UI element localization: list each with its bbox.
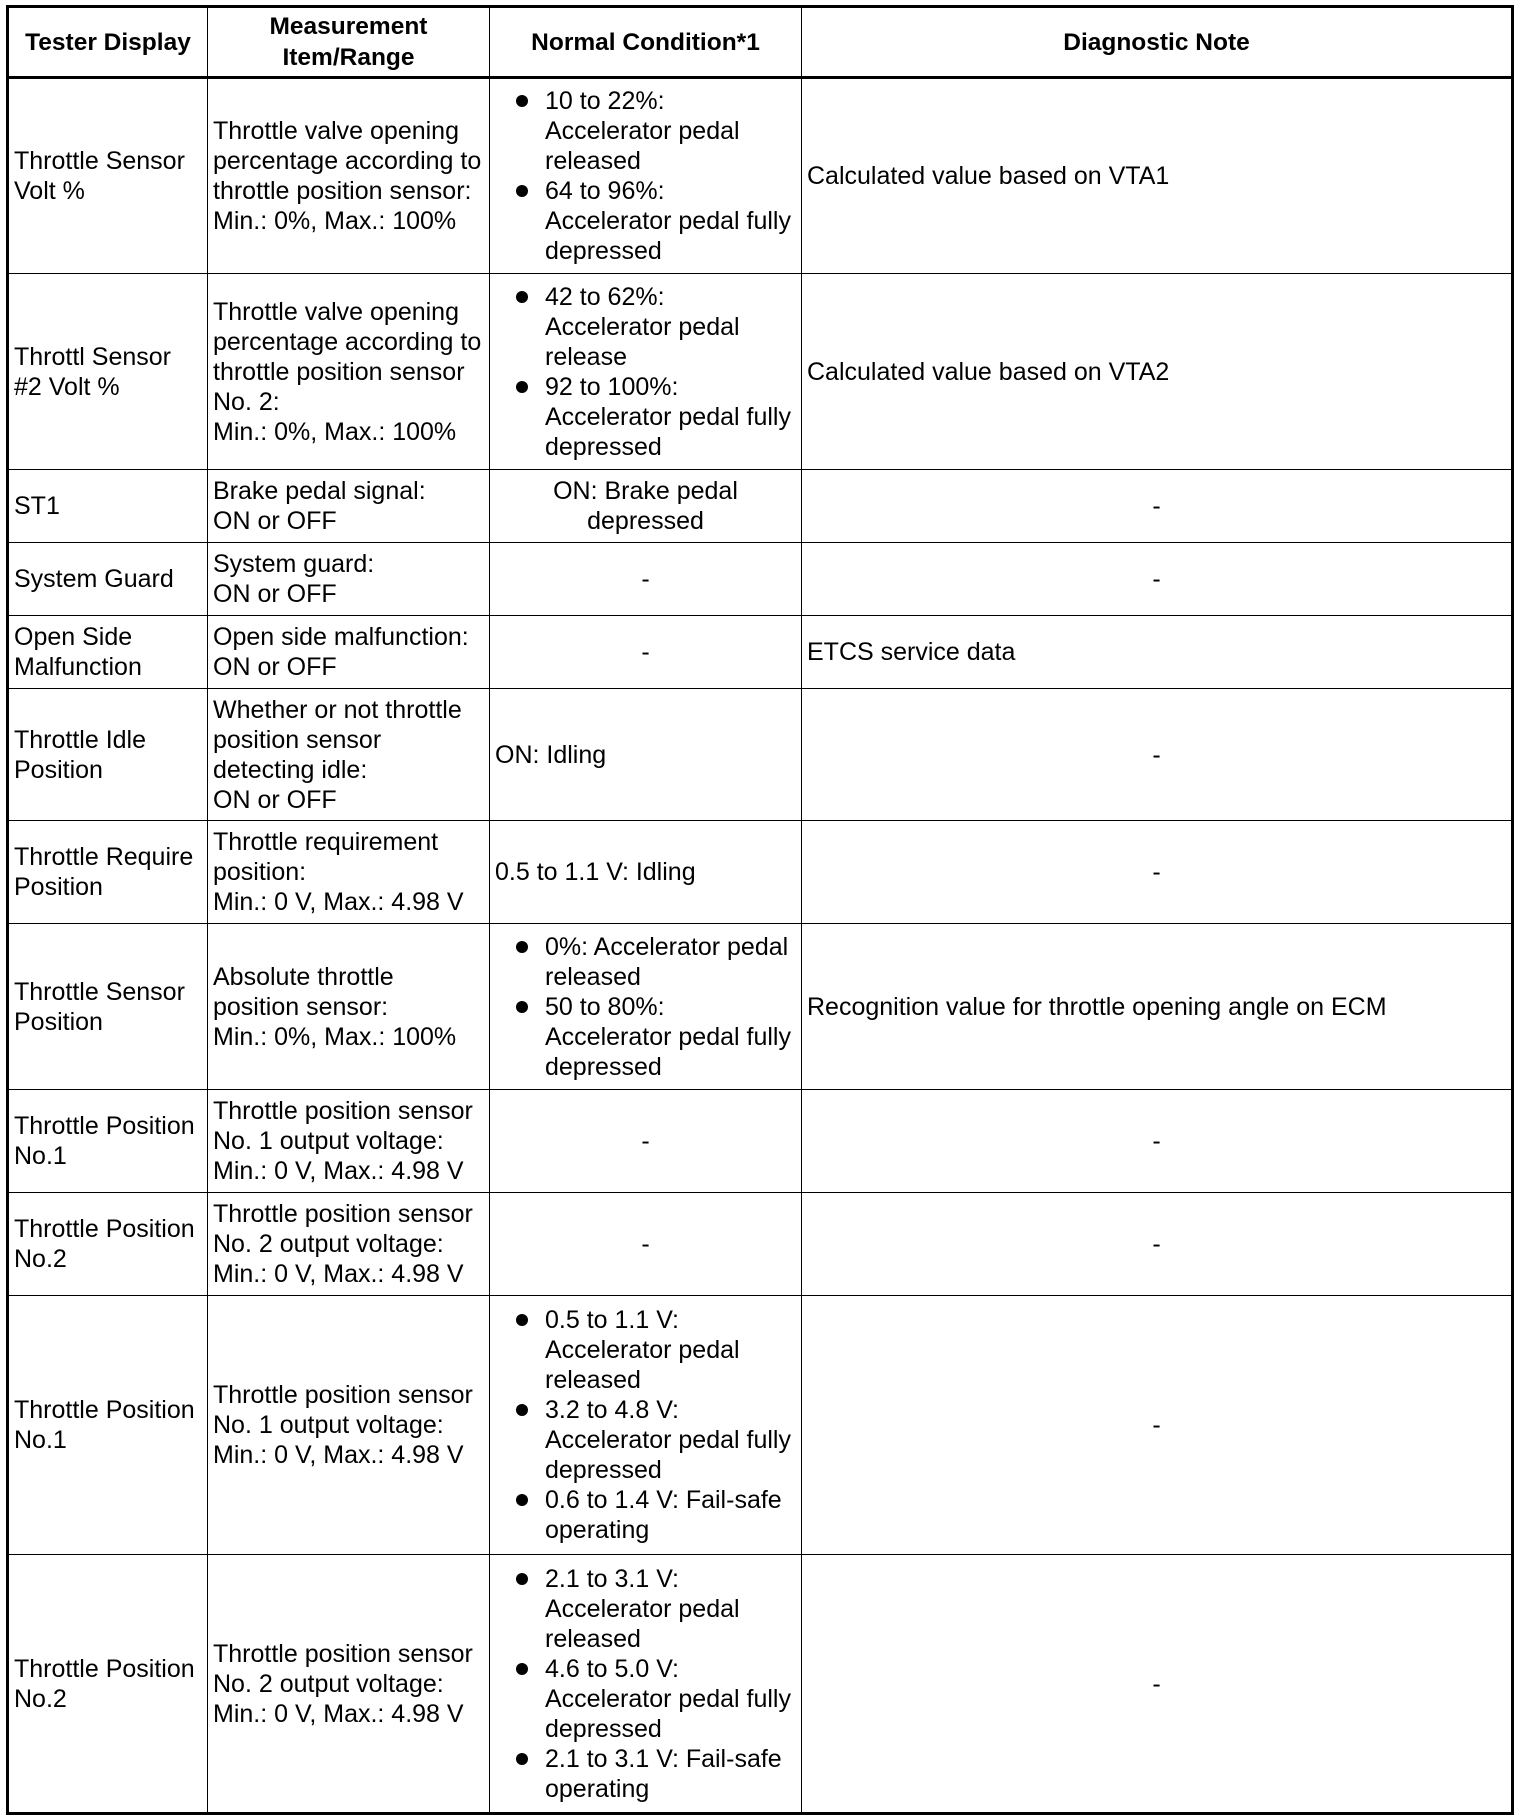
cell-diagnostic-note: - — [802, 1296, 1513, 1555]
condition-text: 3.2 to 4.8 V: Accelerator pedal fully depressed — [545, 1396, 791, 1484]
cell-tester-display: Throttl Sensor #2 Volt % — [8, 274, 208, 470]
header-diagnostic-note: Diagnostic Note — [802, 7, 1513, 78]
cell-measurement-item: Throttle position sensor No. 1 output voltage: Min.: 0 V, Max.: 4.98 V — [208, 1090, 490, 1193]
cell-tester-display: Throttle Require Position — [8, 821, 208, 924]
bullet-icon — [516, 1494, 528, 1506]
condition-text: 2.1 to 3.1 V: Accelerator pedal released — [545, 1564, 740, 1653]
condition-text: 2.1 to 3.1 V: Fail-safe operating — [545, 1744, 782, 1803]
cell-tester-display: Throttle Position No.1 — [8, 1090, 208, 1193]
cell-diagnostic-note: Calculated value based on VTA1 — [802, 78, 1513, 274]
cell-diagnostic-note: - — [802, 1555, 1513, 1814]
list-item — [495, 282, 796, 372]
table-row — [8, 1296, 1513, 1555]
condition-list — [495, 86, 796, 266]
cell-normal-condition: ON: Idling — [490, 689, 802, 821]
condition-text: 50 to 80%: Accelerator pedal fully depressed — [545, 992, 791, 1081]
table-row — [8, 689, 1513, 821]
condition-text: 4.6 to 5.0 V: Accelerator pedal fully depressed — [545, 1654, 791, 1743]
cell-measurement-item: Throttle position sensor No. 1 output voltage: Min.: 0 V, Max.: 4.98 V — [208, 1296, 490, 1555]
table-row — [8, 924, 1513, 1090]
bullet-icon — [516, 95, 528, 107]
cell-measurement-item: Throttle position sensor No. 2 output voltage: Min.: 0 V, Max.: 4.98 V — [208, 1193, 490, 1296]
cell-diagnostic-note: - — [802, 1090, 1513, 1193]
data-list-table — [6, 5, 1514, 1815]
cell-diagnostic-note: - — [802, 470, 1513, 543]
cell-measurement-item: Throttle requirement position: Min.: 0 V, Max.: 4.98 V — [208, 821, 490, 924]
table-row — [8, 1193, 1513, 1296]
cell-tester-display: Throttle Sensor Volt % — [8, 78, 208, 274]
header-tester-display: Tester Display — [8, 7, 208, 78]
table-row — [8, 821, 1513, 924]
header-measurement-item: Measurement Item/Range — [208, 7, 490, 78]
cell-measurement-item: Brake pedal signal: ON or OFF — [208, 470, 490, 543]
list-item — [495, 86, 796, 176]
condition-text: 0.5 to 1.1 V: Accelerator pedal released — [545, 1306, 740, 1394]
cell-tester-display: System Guard — [8, 543, 208, 616]
bullet-icon — [516, 381, 528, 393]
cell-normal-condition: - — [490, 543, 802, 616]
cell-tester-display: Throttle Position No.2 — [8, 1193, 208, 1296]
cell-measurement-item: Open side malfunction: ON or OFF — [208, 616, 490, 689]
cell-tester-display: Throttle Position No.1 — [8, 1296, 208, 1555]
list-item — [495, 1395, 796, 1485]
cell-diagnostic-note: Recognition value for throttle opening angle on ECM — [802, 924, 1513, 1090]
cell-tester-display: Throttle Position No.2 — [8, 1555, 208, 1814]
cell-normal-condition: 0.5 to 1.1 V: Idling — [490, 821, 802, 924]
table-row — [8, 543, 1513, 616]
cell-measurement-item: Throttle valve opening percentage according to throttle position sensor: Min.: 0%, Max.: 100% — [208, 78, 490, 274]
condition-text: 10 to 22%: Accelerator pedal released — [545, 87, 740, 175]
cell-normal-condition — [490, 78, 802, 274]
condition-text: 0.6 to 1.4 V: Fail-safe operating — [545, 1486, 782, 1544]
list-item — [495, 1744, 796, 1804]
table-row — [8, 1090, 1513, 1193]
bullet-icon — [516, 1001, 528, 1013]
condition-list — [495, 932, 796, 1082]
table-row — [8, 1555, 1513, 1814]
cell-diagnostic-note: Calculated value based on VTA2 — [802, 274, 1513, 470]
list-item — [495, 992, 796, 1082]
cell-normal-condition: - — [490, 1193, 802, 1296]
header-normal-condition: Normal Condition*1 — [490, 7, 802, 78]
cell-tester-display: Throttle Sensor Position — [8, 924, 208, 1090]
cell-diagnostic-note: ETCS service data — [802, 616, 1513, 689]
cell-diagnostic-note: - — [802, 1193, 1513, 1296]
list-item — [495, 1485, 796, 1545]
cell-normal-condition — [490, 1555, 802, 1814]
table-body — [8, 78, 1513, 1814]
list-item — [495, 372, 796, 462]
table-row — [8, 274, 1513, 470]
table-row — [8, 78, 1513, 274]
list-item — [495, 1564, 796, 1654]
cell-normal-condition: - — [490, 1090, 802, 1193]
condition-text: 64 to 96%: Accelerator pedal fully depressed — [545, 177, 791, 265]
cell-measurement-item: Throttle position sensor No. 2 output voltage: Min.: 0 V, Max.: 4.98 V — [208, 1555, 490, 1814]
table-header-row — [8, 7, 1513, 78]
table-row — [8, 616, 1513, 689]
condition-list — [495, 282, 796, 462]
list-item — [495, 1305, 796, 1395]
bullet-icon — [516, 291, 528, 303]
list-item — [495, 176, 796, 266]
cell-measurement-item: Whether or not throttle position sensor detecting idle: ON or OFF — [208, 689, 490, 821]
bullet-icon — [516, 1314, 528, 1326]
cell-measurement-item: Throttle valve opening percentage according to throttle position sensor No. 2: Min.: 0%, Max.: 100% — [208, 274, 490, 470]
cell-tester-display: Throttle Idle Position — [8, 689, 208, 821]
list-item — [495, 1654, 796, 1744]
bullet-icon — [516, 185, 528, 197]
condition-text: 42 to 62%: Accelerator pedal release — [545, 282, 740, 371]
cell-normal-condition: ON: Brake pedal depressed — [490, 470, 802, 543]
cell-normal-condition: - — [490, 616, 802, 689]
cell-normal-condition — [490, 274, 802, 470]
cell-diagnostic-note: - — [802, 821, 1513, 924]
cell-normal-condition — [490, 1296, 802, 1555]
cell-diagnostic-note: - — [802, 543, 1513, 616]
cell-measurement-item: System guard: ON or OFF — [208, 543, 490, 616]
cell-diagnostic-note: - — [802, 689, 1513, 821]
bullet-icon — [516, 1753, 528, 1765]
condition-text: 92 to 100%: Accelerator pedal fully depressed — [545, 372, 791, 461]
bullet-icon — [516, 1573, 528, 1585]
bullet-icon — [516, 941, 528, 953]
cell-tester-display: ST1 — [8, 470, 208, 543]
bullet-icon — [516, 1404, 528, 1416]
cell-measurement-item: Absolute throttle position sensor: Min.: 0%, Max.: 100% — [208, 924, 490, 1090]
cell-normal-condition — [490, 924, 802, 1090]
condition-list — [495, 1564, 796, 1804]
table-row — [8, 470, 1513, 543]
cell-tester-display: Open Side Malfunction — [8, 616, 208, 689]
condition-list — [495, 1305, 796, 1545]
list-item — [495, 932, 796, 992]
condition-text: 0%: Accelerator pedal released — [545, 932, 789, 991]
bullet-icon — [516, 1663, 528, 1675]
